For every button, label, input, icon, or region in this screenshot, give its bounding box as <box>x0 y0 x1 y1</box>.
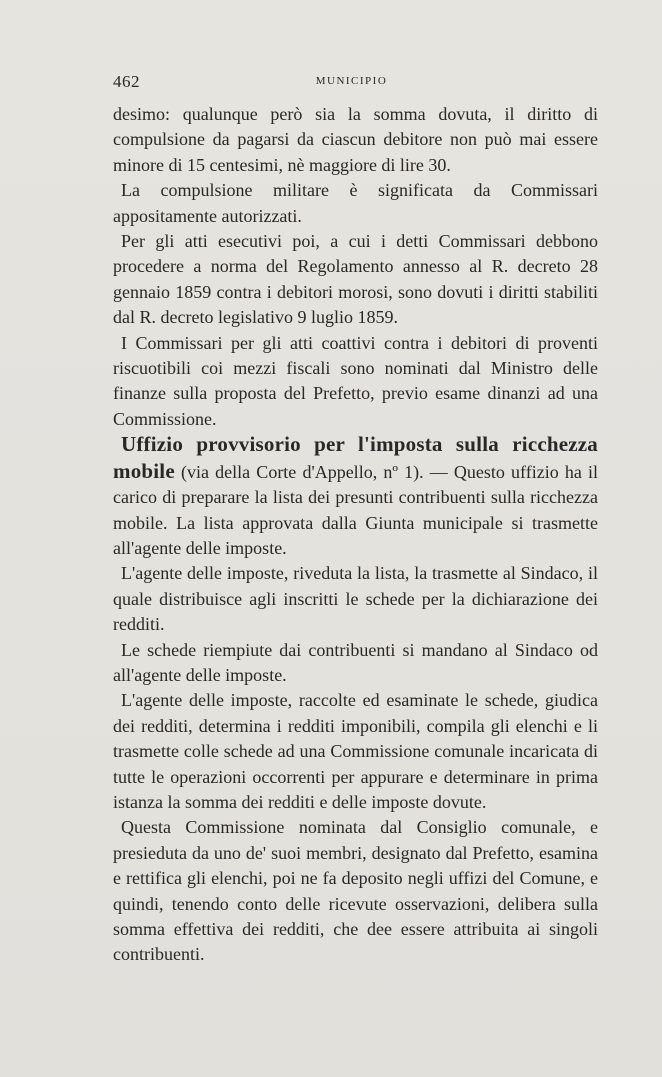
paragraph-1: desimo: qualunque però sia la somma dovuta, il diritto di compulsione da pagarsi da ciascun debitore non può mai essere minore di 15 centesimi, nè maggiore di lire 30. <box>113 104 598 175</box>
page-header <box>103 72 600 94</box>
paragraph-8: L'agente delle imposte, raccolte ed esaminate le schede, giudica dei redditi, determina i redditi imponibili, compila gli elenchi e li trasmette colle schede ad una Commissione comunale incaricata di tutte le operazioni occorrenti per appurare e determinare in prima istanza la somma dei redditi e delle imposte dovute. <box>113 690 598 812</box>
paragraph-5 <box>113 432 598 561</box>
body-text <box>113 102 598 968</box>
paragraph-5-text: (via della Corte d'Appello, nº 1). — Questo uffizio ha il carico di preparare la lista dei presunti contribuenti sulla ricchezza mobile. La lista approvata dalla Giunta municipale si trasmette all'agente delle imposte. <box>113 461 598 558</box>
paragraph-2: La compulsione militare è significata da Commissari appositamente autorizzati. <box>113 180 598 226</box>
paragraph-4: I Commissari per gli atti coattivi contra i debitori di proventi riscuotibili coi mezzi fiscali sono nominati dal Ministro delle finanze sulla proposta del Prefetto, previo esame dinanzi ad una Commissione. <box>113 332 598 429</box>
running-head: MUNICIPIO <box>315 75 388 87</box>
paragraph-6: L'agente delle imposte, riveduta la lista, la trasmette al Sindaco, il quale distribuisce agli inscritti le schede per la dichiarazione dei redditi. <box>113 563 598 635</box>
paragraph-3: Per gli atti esecutivi poi, a cui i detti Commissari debbono procedere a norma del Regolamento annesso al R. decreto 28 gennaio 1859 contra i debitori morosi, sono dovuti i diritti stabiliti dal R. decreto legislativo 9 luglio 1859. <box>113 231 598 328</box>
paragraph-9: Questa Commissione nominata dal Consiglio comunale, e presieduta da uno de' suoi membri, designato dal Prefetto, esamina e rettifica gli elenchi, poi ne fa deposito negli uffizi del Comune, e quindi, tenendo conto delle ricevute osservazioni, delibera sulla somma effettiva dei redditi, che dee essere attribuita ai singoli contribuenti. <box>113 817 598 965</box>
page-number: 462 <box>113 72 140 91</box>
paragraph-7: Le schede riempiute dai contribuenti si mandano al Sindaco od all'agente delle imposte. <box>113 639 598 685</box>
section-heading: Uffizio provvisorio per l'imposta sulla ricchezza mobile <box>113 432 598 483</box>
